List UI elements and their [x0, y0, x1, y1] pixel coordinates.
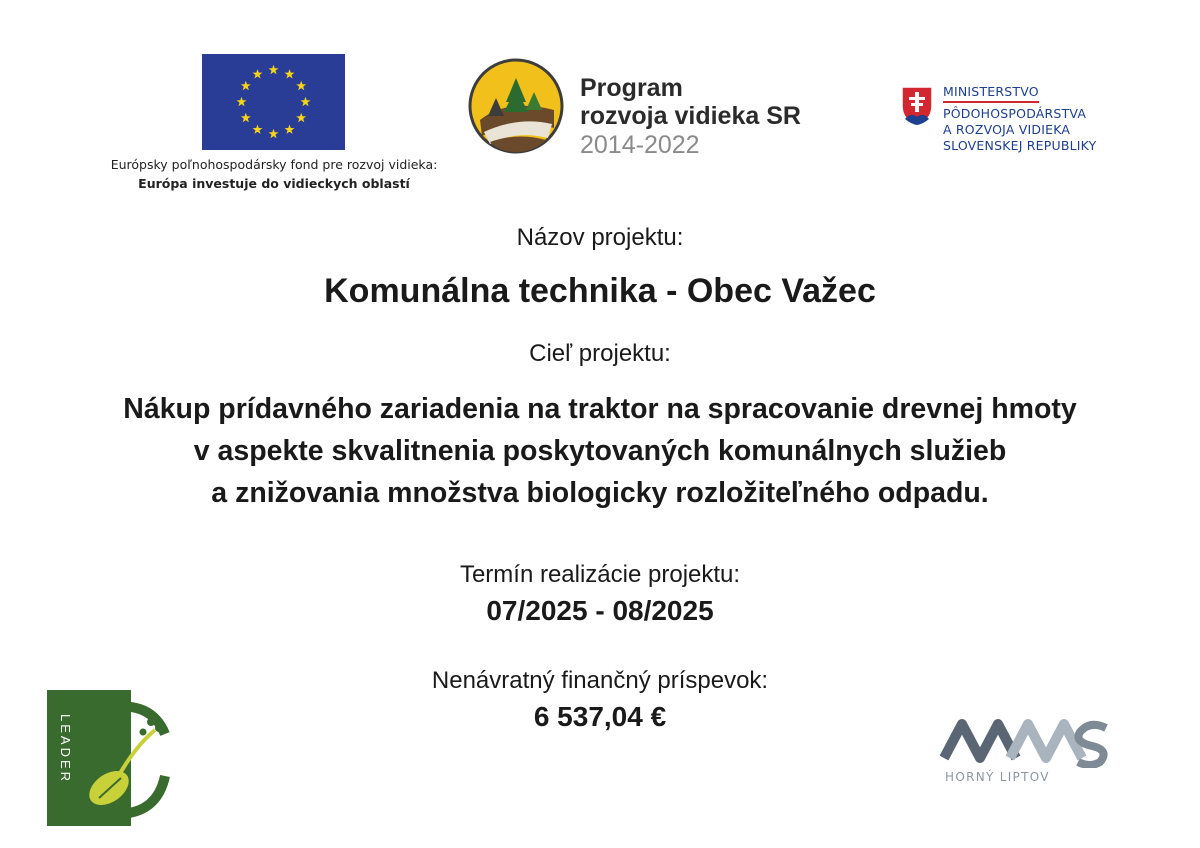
prv-line3: 2014-2022	[580, 131, 700, 159]
ministry-line1: MINISTERSTVO	[943, 84, 1039, 103]
prv-line2: rozvoja vidieka SR	[580, 102, 801, 130]
project-goal-label: Cieľ projektu:	[529, 340, 671, 367]
prv-logo-text	[580, 74, 801, 160]
eu-fund-caption	[60, 155, 488, 193]
prv-line1: Program	[580, 74, 683, 102]
grant-label: Nenávratný finančný príspevok:	[431, 667, 769, 694]
leader-text: LEADER	[58, 714, 73, 785]
term-value: 07/2025 - 08/2025	[486, 595, 714, 626]
term-label: Termín realizácie projektu:	[459, 561, 741, 588]
project-name: Komunálna technika - Obec Važec	[324, 272, 876, 310]
goal-line3: a znižovania množstva biologicky rozložiteľného odpadu.	[211, 477, 989, 509]
slovak-coat-of-arms-icon	[901, 86, 933, 126]
project-goal	[0, 388, 1200, 514]
mas-caption: HORNÝ LIPTOV	[945, 770, 1050, 784]
ministry-line3: A ROZVOJA VIDIEKA	[943, 122, 1071, 137]
eu-caption-line1: Európsky poľnohospodársky fond pre rozvoj vidieka:	[110, 157, 438, 172]
prv-emblem-icon	[468, 58, 564, 154]
eu-flag-icon	[202, 54, 345, 150]
project-name-label: Názov projektu:	[516, 224, 684, 251]
mas-logo-icon	[940, 718, 1112, 768]
goal-line2: v aspekte skvalitnenia poskytovaných komunálnych služieb	[193, 435, 1007, 467]
ministry-line2: PÔDOHOSPODÁRSTVA	[943, 106, 1087, 121]
leader-logo-icon	[47, 690, 183, 826]
ministry-line4: SLOVENSKEJ REPUBLIKY	[943, 138, 1097, 153]
eu-caption-line2: Európa investuje do vidieckych oblastí	[138, 176, 410, 191]
ministry-logo-text	[943, 84, 1096, 154]
goal-line1: Nákup prídavného zariadenia na traktor na spracovanie drevnej hmoty	[123, 393, 1077, 425]
grant-value: 6 537,04 €	[533, 701, 667, 732]
